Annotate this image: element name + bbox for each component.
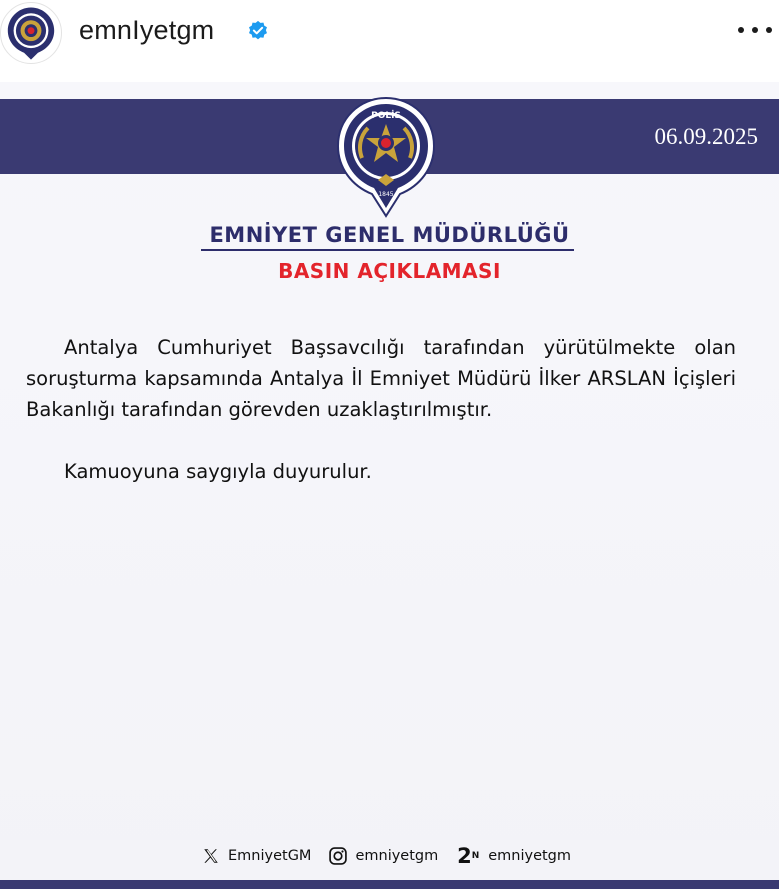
organization-title: EMNİYET GENEL MÜDÜRLÜĞÜ <box>209 223 570 247</box>
social-links <box>200 844 587 868</box>
threads-icon: 2 N <box>457 844 480 868</box>
emblem-year: 1845 <box>378 191 394 198</box>
post-image[interactable] <box>0 82 779 889</box>
police-emblem-icon <box>2 4 60 62</box>
footer-band <box>0 880 779 889</box>
social-threads[interactable] <box>454 845 571 867</box>
police-emblem <box>334 96 438 218</box>
avatar[interactable] <box>0 2 62 64</box>
verified-badge-icon <box>247 20 269 42</box>
emblem-text: POLİS <box>371 111 401 121</box>
title-underline <box>201 249 574 251</box>
x-logo-icon <box>200 845 222 867</box>
post-header <box>0 0 779 78</box>
press-release-title: BASIN AÇIKLAMASI <box>278 259 501 283</box>
more-options-icon[interactable] <box>738 18 772 42</box>
dot <box>766 27 772 33</box>
dot <box>752 27 758 33</box>
social-handle: EmniyetGM <box>228 848 312 864</box>
release-closing: Kamuoyuna saygıyla duyurulur. <box>64 460 372 483</box>
social-handle: emniyetgm <box>488 848 572 864</box>
instagram-icon <box>327 845 349 867</box>
dot <box>738 27 744 33</box>
release-body <box>26 332 736 487</box>
social-handle: emniyetgm <box>355 848 439 864</box>
post-username[interactable]: emnIyetgm <box>79 15 215 45</box>
social-x[interactable] <box>200 845 311 867</box>
social-instagram[interactable] <box>327 845 438 867</box>
release-date: 06.09.2025 <box>654 124 758 149</box>
release-paragraph: Antalya Cumhuriyet Başsavcılığı tarafından yürütülmekte olan soruşturma kapsamında Antalya İl Emniyet Müdürü İlker ARSLAN İçişleri Bakanlığı tarafından görevden uzaklaştırılmıştır. <box>26 336 736 421</box>
